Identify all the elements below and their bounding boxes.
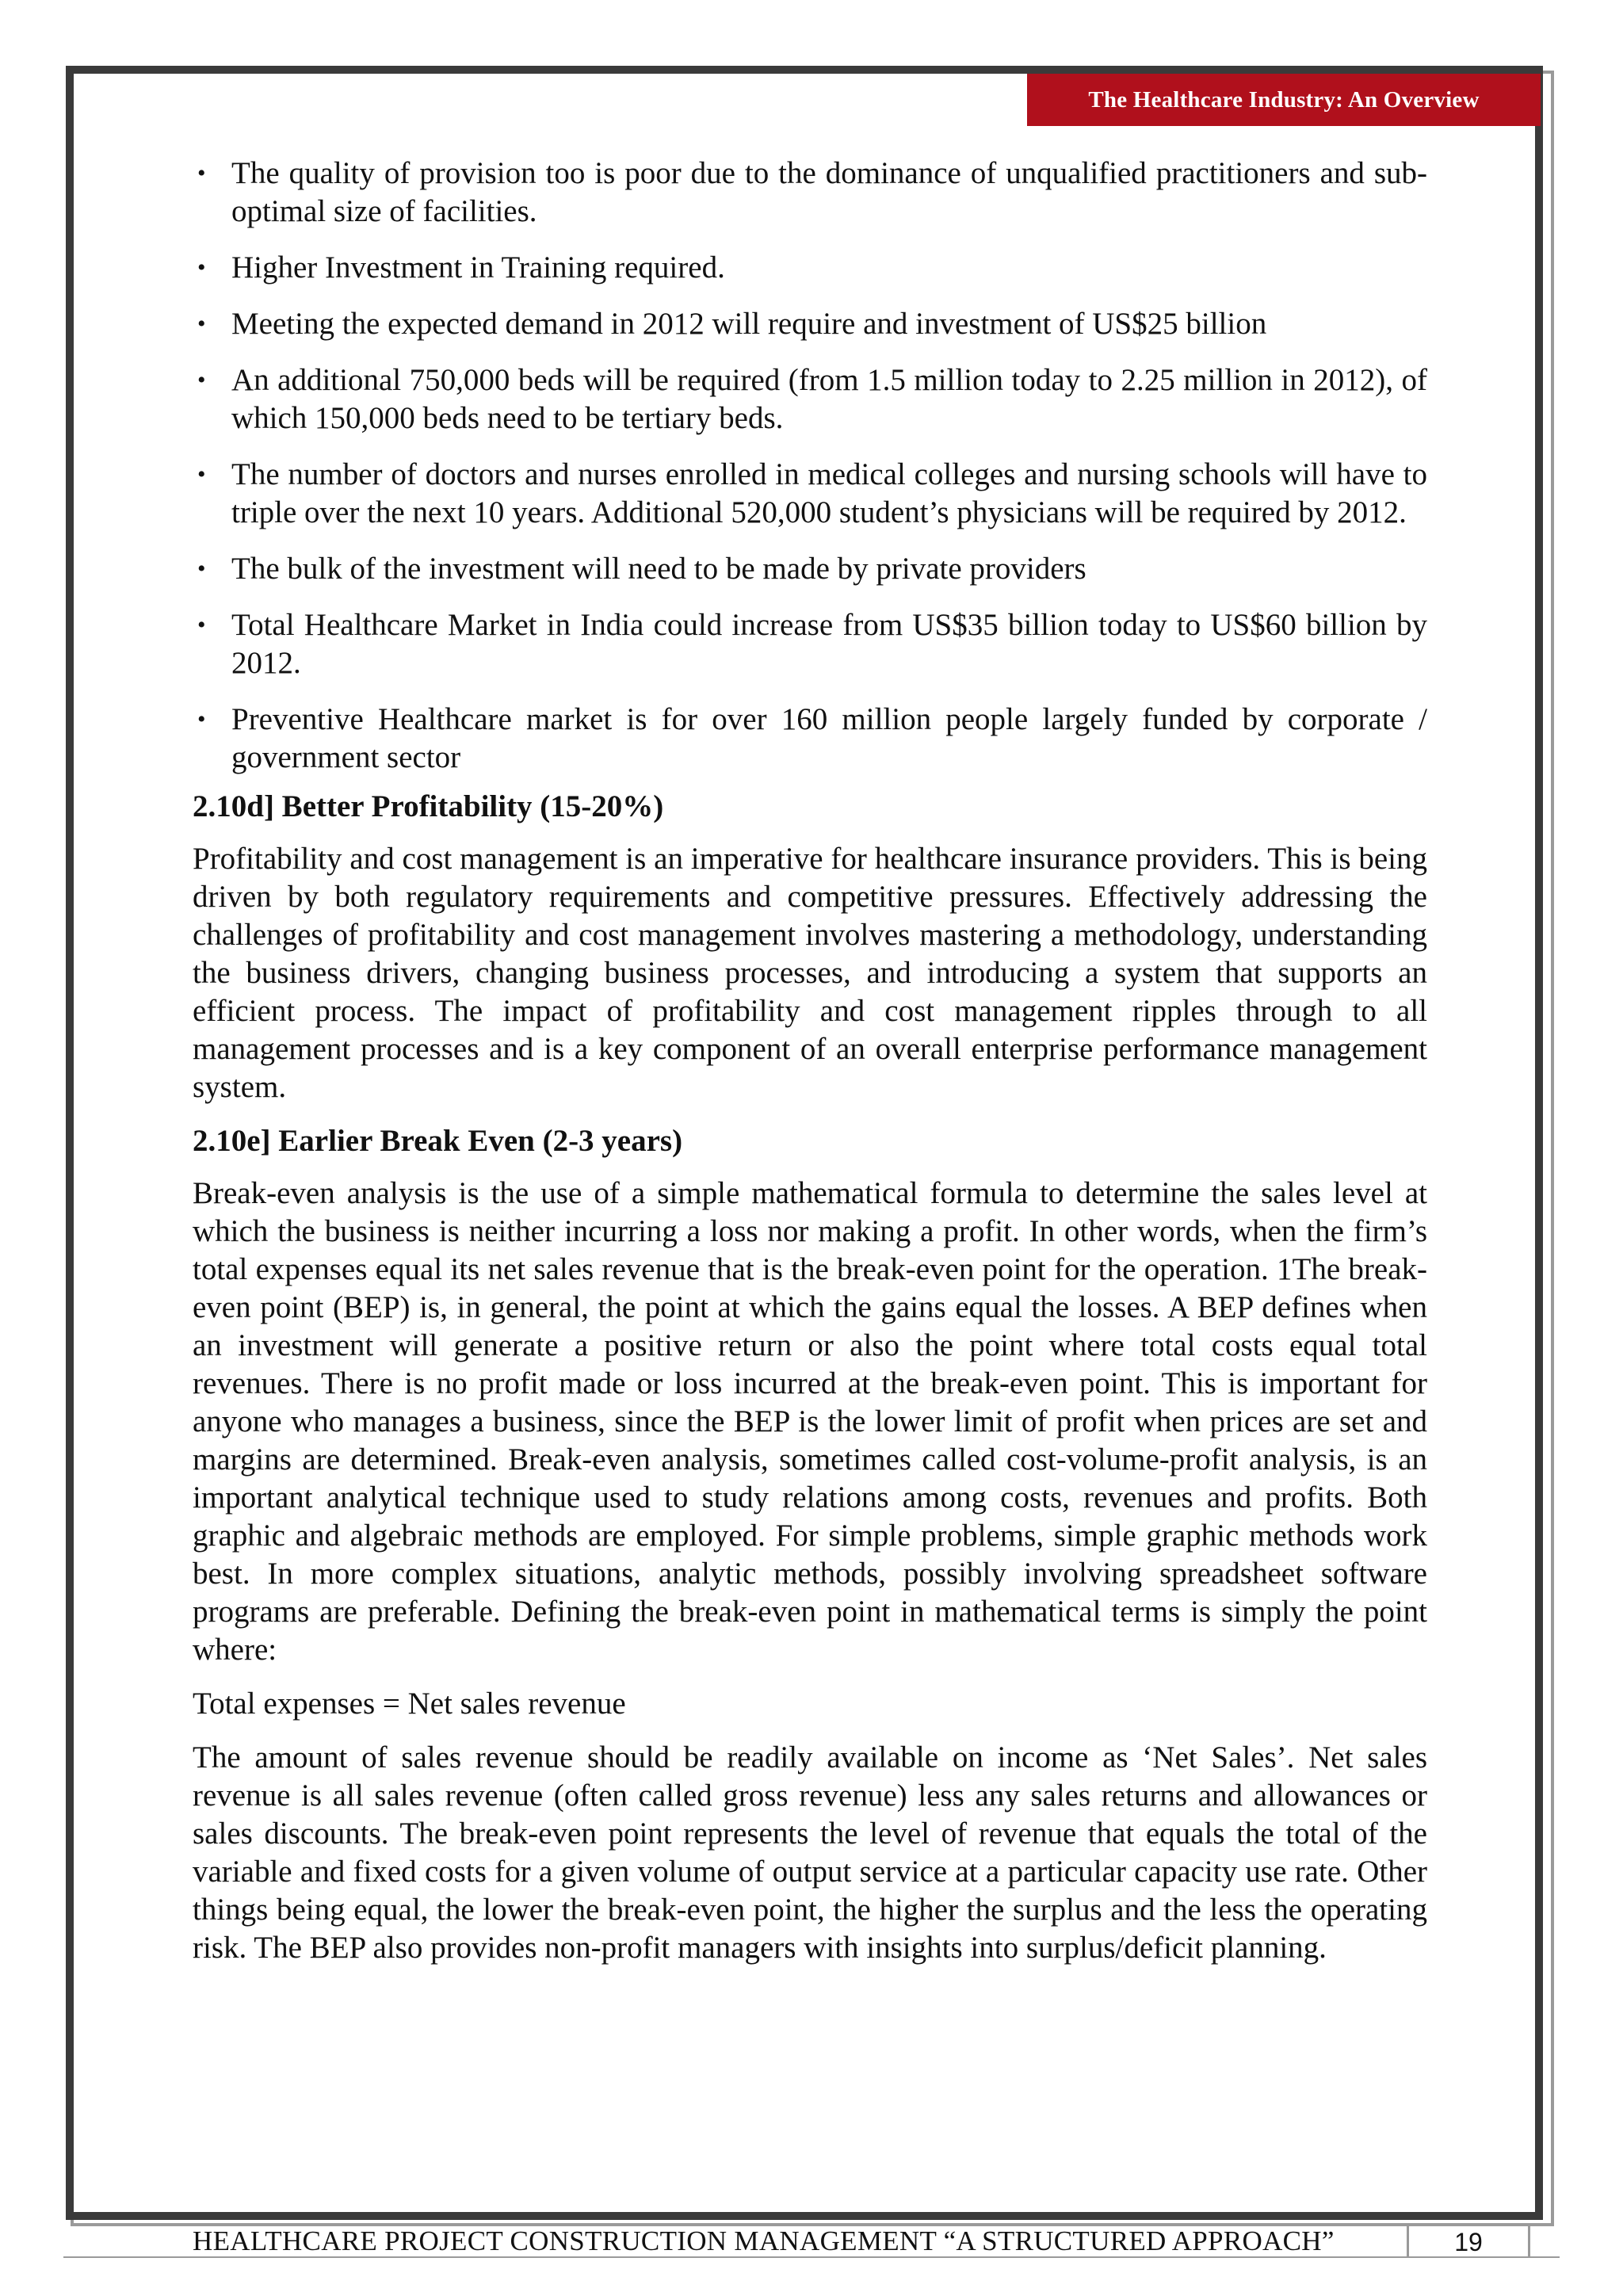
paragraph-net-sales: The amount of sales revenue should be readily available on income as ‘Net Sales’. Net sales revenue is all sales revenue (often called gross revenue) less any sales returns and allowances or sales discounts. The break-even point represents the level of revenue that equals the total of the variable and fixed costs for a given volume of output service at a particular capacity use rate. Other things being equal, the lower the break-even point, the higher the surplus and the less the operating risk. The BEP also provides non-profit managers with insights into surplus/deficit planning. bbox=[193, 1740, 1427, 1965]
list-item bbox=[193, 456, 1427, 532]
bullet-icon: • bbox=[197, 461, 206, 487]
bullet-icon: • bbox=[197, 311, 206, 337]
bullet-icon: • bbox=[197, 367, 206, 393]
bullet-icon: • bbox=[197, 612, 206, 638]
bullet-list bbox=[193, 155, 1427, 777]
bullet-text: The number of doctors and nurses enrolled in medical colleges and nursing schools will have to triple over the next 10 years. Additional 520,000 student’s physicians will be required by 2012. bbox=[231, 457, 1427, 529]
bullet-text: Total Healthcare Market in India could increase from US$35 billion today to US$60 billion by 2012. bbox=[231, 608, 1427, 680]
bullet-icon: • bbox=[197, 556, 206, 582]
paragraph-profitability: Profitability and cost management is an imperative for healthcare insurance providers. This is being driven by both regulatory requirements and competitive pressures. Effectively addressing the challenges of profitability and cost management involves mastering a methodology, understanding the business drivers, changing business processes, and introducing a system that supports an efficient process. The impact of profitability and cost management ripples through to all management processes and is a key component of an overall enterprise performance management system. bbox=[193, 842, 1427, 1104]
bullet-text: An additional 750,000 beds will be required (from 1.5 million today to 2.25 million in 2012), of which 150,000 beds need to be tertiary beds. bbox=[231, 363, 1427, 435]
paragraph-break-even-analysis: Break-even analysis is the use of a simple mathematical formula to determine the sales level at which the business is neither incurring a loss nor making a profit. In other words, when the firm’s total expenses equal its net sales revenue that is the break-even point for the operation. 1The break-even point (BEP) is, in general, the point at which the gains equal the losses. A BEP defines when an investment will generate a positive return or also the point where total costs equal total revenues. There is no profit made or loss incurred at the break-even point. This is important for anyone who manages a business, since the BEP is the lower limit of profit when prices are set and margins are determined. Break-even analysis, sometimes called cost-volume-profit analysis, is an important analytical technique used to study relations among costs, revenues and profits. Both graphic and algebraic methods are employed. For simple problems, simple graphic methods work best. In more complex situations, analytic methods, possibly involving spreadsheet software programs are preferable. Defining the break-even point in mathematical terms is simply the point where: bbox=[193, 1176, 1427, 1667]
list-item bbox=[193, 249, 1427, 287]
bullet-icon: • bbox=[197, 254, 206, 281]
list-item bbox=[193, 305, 1427, 343]
section-heading-profitability: 2.10d] Better Profitability (15-20%) bbox=[193, 789, 664, 823]
bullet-text: Preventive Healthcare market is for over 160 million people largely funded by corporate / government sector bbox=[231, 702, 1427, 774]
bullet-text: Meeting the expected demand in 2012 will require and investment of US$25 billion bbox=[231, 307, 1267, 341]
bullet-text: The quality of provision too is poor due to the dominance of unqualified practitioners and sub- optimal size of facilities. bbox=[231, 156, 1427, 228]
list-item bbox=[193, 701, 1427, 777]
bullet-text: Higher Investment in Training required. bbox=[231, 250, 725, 285]
page-number: 19 bbox=[1407, 2224, 1530, 2257]
formula-line: Total expenses = Net sales revenue bbox=[193, 1687, 626, 1721]
list-item bbox=[193, 361, 1427, 437]
list-item bbox=[193, 155, 1427, 231]
bullet-text: The bulk of the investment will need to be made by private providers bbox=[231, 552, 1086, 586]
section-heading-break-even: 2.10e] Earlier Break Even (2-3 years) bbox=[193, 1124, 683, 1158]
footer-title: HEALTHCARE PROJECT CONSTRUCTION MANAGEMENT “A STRUCTURED APPROACH” bbox=[193, 2225, 1335, 2256]
bullet-icon: • bbox=[197, 160, 206, 186]
header-banner: The Healthcare Industry: An Overview bbox=[1027, 74, 1541, 126]
page-content bbox=[193, 155, 1427, 1983]
list-item bbox=[193, 606, 1427, 682]
list-item bbox=[193, 550, 1427, 588]
bullet-icon: • bbox=[197, 706, 206, 732]
